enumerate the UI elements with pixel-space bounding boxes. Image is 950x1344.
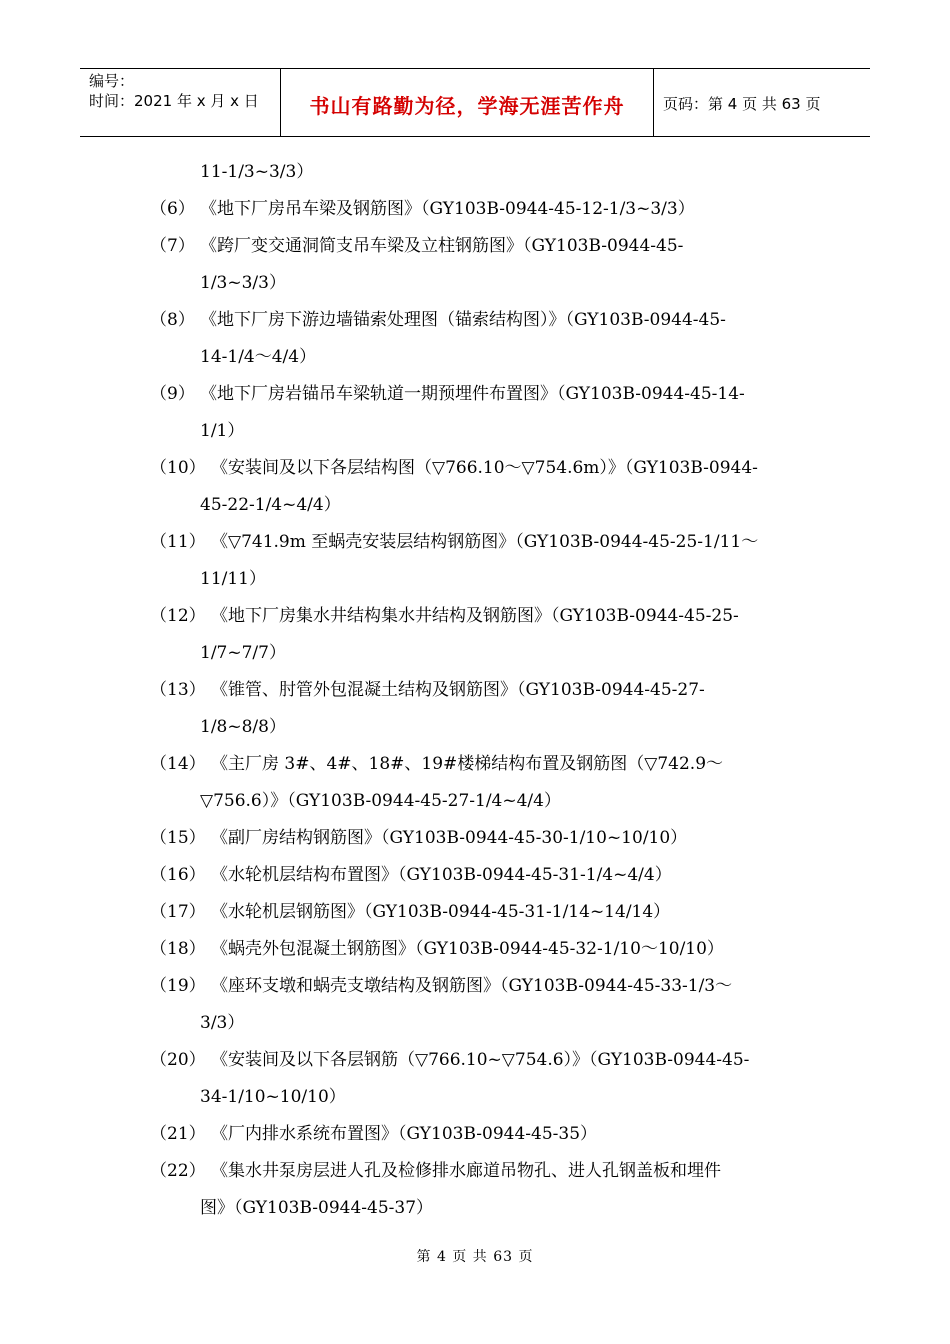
list-item-number: （19） bbox=[150, 976, 206, 996]
list-item-continuation bbox=[0, 1079, 950, 1116]
list-item-text: 《主厂房 3#、4#、18#、19#楼梯结构布置及钢筋图（▽742.9～ bbox=[211, 754, 724, 774]
list-item-text-continued: 1/1） bbox=[200, 421, 245, 441]
list-item bbox=[0, 598, 950, 635]
header-motto: 书山有路勤为径，学海无涯苦作舟 bbox=[281, 69, 654, 136]
drawing-list bbox=[0, 154, 950, 1227]
list-item bbox=[0, 191, 950, 228]
list-item bbox=[0, 524, 950, 561]
list-item bbox=[0, 450, 950, 487]
list-item-number: （22） bbox=[150, 1161, 206, 1181]
date-label: 时间：2021 年 x 月 x 日 bbox=[89, 92, 259, 110]
list-item-number: （8） bbox=[150, 310, 195, 330]
list-item-continuation bbox=[0, 1190, 950, 1227]
list-item-continuation bbox=[0, 561, 950, 598]
continuation-text: 11-1/3~3/3） bbox=[200, 162, 314, 182]
list-item-text: 《座环支墩和蜗壳支墩结构及钢筋图》（GY103B-0944-45-33-1/3～ bbox=[211, 976, 733, 996]
list-item-text: 《水轮机层钢筋图》（GY103B-0944-45-31-1/14~14/14） bbox=[211, 902, 671, 922]
list-item bbox=[0, 1042, 950, 1079]
list-item-continuation bbox=[0, 709, 950, 746]
list-item-text: 《跨厂变交通洞简支吊车梁及立柱钢筋图》（GY103B-0944-45- bbox=[200, 236, 684, 256]
list-item bbox=[0, 1153, 950, 1190]
list-item-text: 《集水井泵房层进人孔及检修排水廊道吊物孔、进人孔钢盖板和埋件 bbox=[211, 1161, 721, 1181]
list-item-text-continued: 1/8~8/8） bbox=[200, 717, 286, 737]
header-left-cell bbox=[80, 69, 281, 136]
list-item-text: 《厂内排水系统布置图》（GY103B-0944-45-35） bbox=[211, 1124, 598, 1144]
list-item-text-continued: 14-1/4～4/4） bbox=[200, 347, 317, 367]
list-item-text-continued: 图》（GY103B-0944-45-37） bbox=[200, 1198, 434, 1218]
list-item-text: 《水轮机层结构布置图》（GY103B-0944-45-31-1/4~4/4） bbox=[211, 865, 672, 885]
list-item bbox=[0, 968, 950, 1005]
doc-number-label: 编号： bbox=[89, 72, 135, 90]
list-item-continuation bbox=[0, 1005, 950, 1042]
list-item-text-continued: ▽756.6）》（GY103B-0944-45-27-1/4~4/4） bbox=[200, 791, 561, 811]
list-item-text-continued: 1/7~7/7） bbox=[200, 643, 286, 663]
list-item-continuation bbox=[0, 487, 950, 524]
list-item bbox=[0, 746, 950, 783]
list-item bbox=[0, 1116, 950, 1153]
list-item-text-continued: 11/11） bbox=[200, 569, 266, 589]
list-item-number: （9） bbox=[150, 384, 195, 404]
list-item-number: （6） bbox=[150, 199, 195, 219]
list-item-number: （15） bbox=[150, 828, 206, 848]
list-item-text-continued: 34-1/10~10/10） bbox=[200, 1087, 346, 1107]
list-item-number: （11） bbox=[150, 532, 206, 552]
list-continuation-line bbox=[0, 154, 950, 191]
list-item-continuation bbox=[0, 339, 950, 376]
list-item-number: （16） bbox=[150, 865, 206, 885]
list-item bbox=[0, 228, 950, 265]
list-item-text: 《副厂房结构钢筋图》（GY103B-0944-45-30-1/10~10/10） bbox=[211, 828, 688, 848]
list-item-continuation bbox=[0, 265, 950, 302]
list-item-text: 《地下厂房下游边墙锚索处理图（锚索结构图）》（GY103B-0944-45- bbox=[200, 310, 726, 330]
list-item-continuation bbox=[0, 783, 950, 820]
list-item-number: （14） bbox=[150, 754, 206, 774]
header-page-info: 页码：第 4 页 共 63 页 bbox=[663, 95, 821, 113]
list-item-number: （18） bbox=[150, 939, 206, 959]
list-item-number: （7） bbox=[150, 236, 195, 256]
list-item-text-continued: 1/3~3/3） bbox=[200, 273, 286, 293]
list-item bbox=[0, 302, 950, 339]
list-item-number: （20） bbox=[150, 1050, 206, 1070]
list-item-number: （12） bbox=[150, 606, 206, 626]
list-item-text: 《▽741.9m 至蜗壳安装层结构钢筋图》（GY103B-0944-45-25-1/11～ bbox=[211, 532, 759, 552]
list-item bbox=[0, 857, 950, 894]
document-header bbox=[80, 68, 870, 137]
page-footer: 第 4 页 共 63 页 bbox=[416, 1249, 534, 1265]
list-item bbox=[0, 894, 950, 931]
list-item-number: （13） bbox=[150, 680, 206, 700]
list-item-text-continued: 3/3） bbox=[200, 1013, 245, 1033]
list-item-number: （17） bbox=[150, 902, 206, 922]
list-item bbox=[0, 931, 950, 968]
list-item-text-continued: 45-22-1/4~4/4） bbox=[200, 495, 341, 515]
list-item-text: 《锥管、肘管外包混凝土结构及钢筋图》（GY103B-0944-45-27- bbox=[211, 680, 705, 700]
list-item-number: （10） bbox=[150, 458, 206, 478]
list-item bbox=[0, 672, 950, 709]
list-item-continuation bbox=[0, 635, 950, 672]
list-item bbox=[0, 376, 950, 413]
list-item-text: 《安装间及以下各层结构图（▽766.10～▽754.6m）》（GY103B-0944- bbox=[211, 458, 758, 478]
list-item-text: 《蜗壳外包混凝土钢筋图》（GY103B-0944-45-32-1/10～10/10） bbox=[211, 939, 724, 959]
list-item-continuation bbox=[0, 413, 950, 450]
list-item-text: 《地下厂房岩锚吊车梁轨道一期预埋件布置图》（GY103B-0944-45-14- bbox=[200, 384, 745, 404]
list-item-text: 《地下厂房吊车梁及钢筋图》（GY103B-0944-45-12-1/3~3/3） bbox=[200, 199, 695, 219]
list-item-text: 《安装间及以下各层钢筋（▽766.10~▽754.6）》（GY103B-0944-45- bbox=[211, 1050, 750, 1070]
list-item bbox=[0, 820, 950, 857]
list-item-number: （21） bbox=[150, 1124, 206, 1144]
list-item-text: 《地下厂房集水井结构集水井结构及钢筋图》（GY103B-0944-45-25- bbox=[211, 606, 739, 626]
